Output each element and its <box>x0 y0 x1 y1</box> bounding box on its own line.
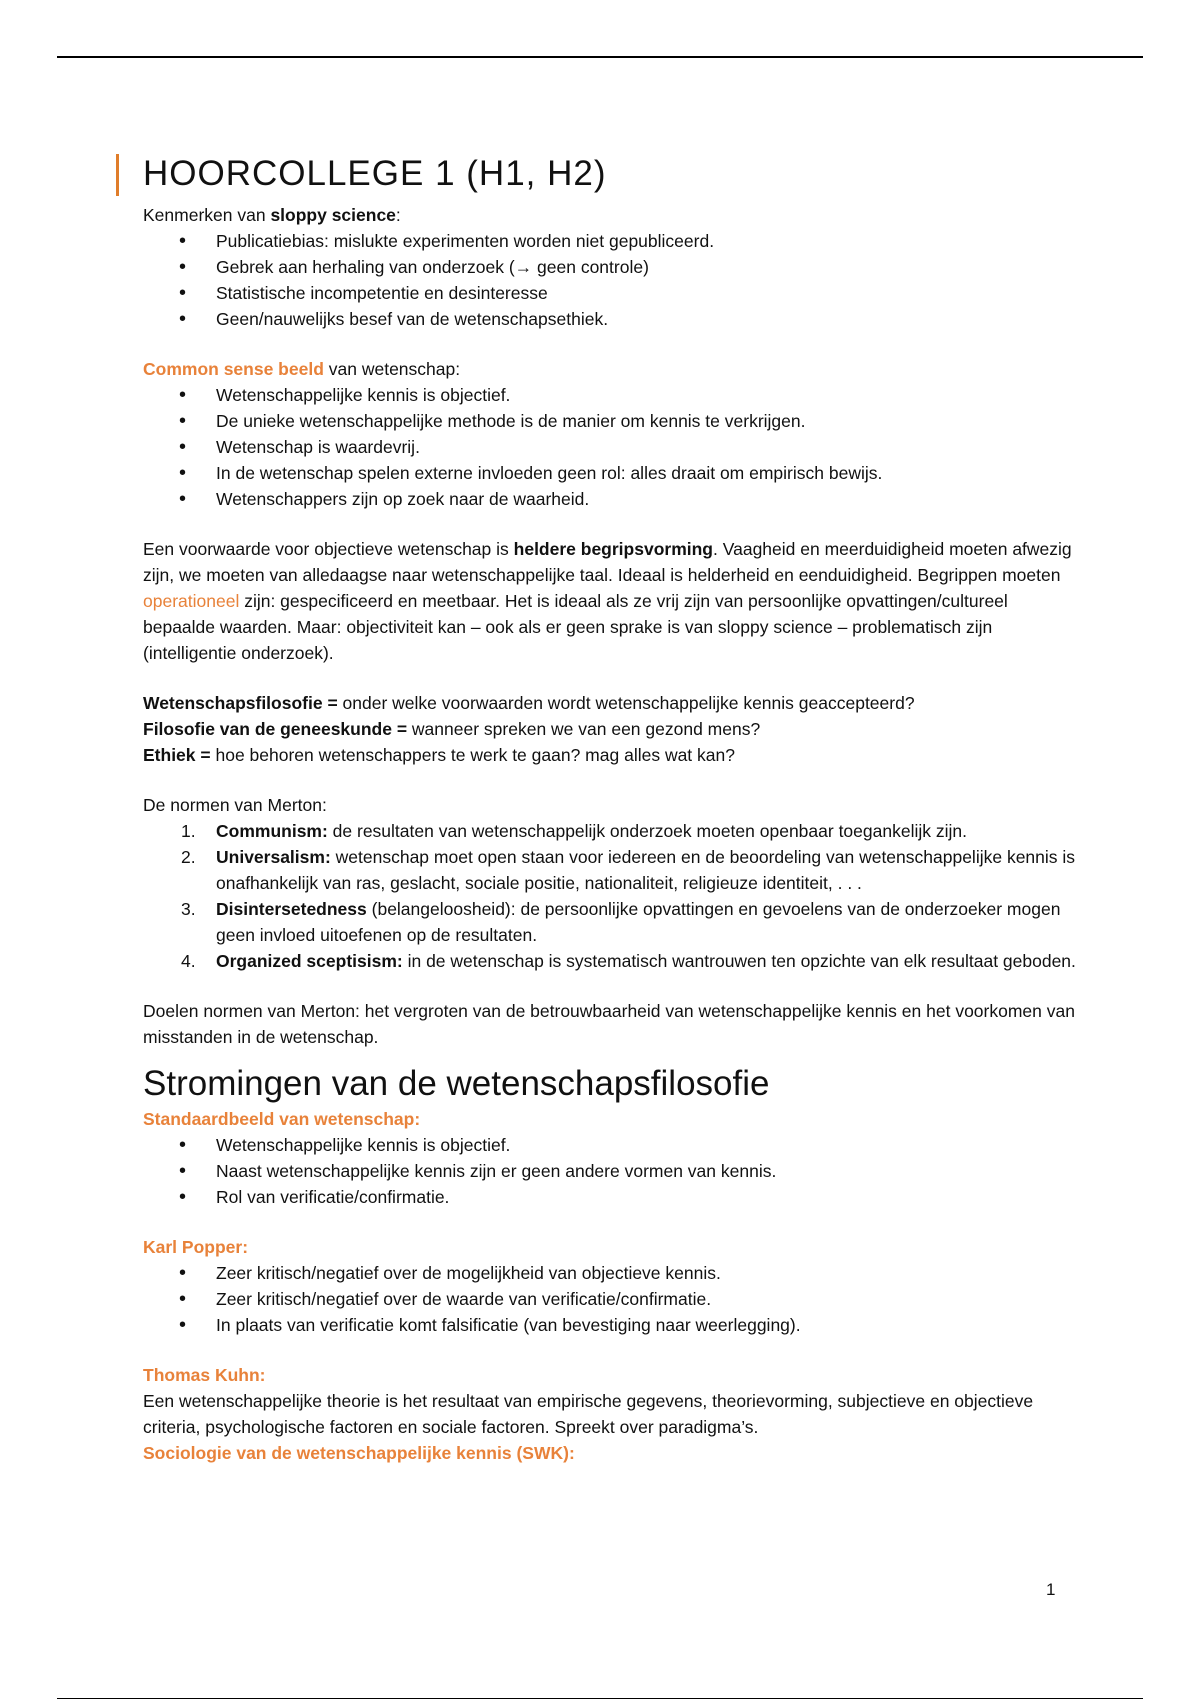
sloppy-list <box>143 228 1078 332</box>
page-title-block <box>143 152 1078 196</box>
list-item: 4. Organized sceptisism: in de wetenschap is systematisch wantrouwen ten opzichte van elk resultaat geboden. <box>181 951 1076 971</box>
definition-line: Wetenschapsfilosofie = onder welke voorwaarden wordt wetenschappelijke kennis geaccepteerd? <box>143 693 915 713</box>
voorwaarde-paragraph: Een voorwaarde voor objectieve wetenschap is heldere begripsvorming. Vaagheid en meerduidigheid moeten afwezig zijn, we moeten van alledaagse naar wetenschappelijke taal. Ideaal is helderheid en eenduidigheid. Begrippen moeten operationeel zijn: gespecificeerd en meetbaar. Het is ideaal als ze vrij zijn van persoonlijke opvattingen/cultureel bepaalde waarden. Maar: objectiviteit kan – ook als er geen sprake is van sloppy science – problematisch zijn (intelligentie onderzoek). <box>143 539 1072 663</box>
definition-line: Filosofie van de geneeskunde = wanneer spreken we van een gezond mens? <box>143 719 761 739</box>
standaardbeeld-list <box>143 1132 1078 1210</box>
list-item: 1. Communism: de resultaten van wetenschappelijk onderzoek moeten openbaar toegankelijk zijn. <box>181 821 967 841</box>
popper-list <box>143 1260 1078 1338</box>
list-item: • Wetenschap is waardevrij. <box>143 434 1078 460</box>
popper-label: Karl Popper: <box>143 1237 249 1257</box>
list-item: • Publicatiebias: mislukte experimenten worden niet gepubliceerd. <box>143 228 1078 254</box>
list-item: • Wetenschappers zijn op zoek naar de waarheid. <box>143 486 1078 512</box>
common-sense-intro: Common sense beeld van wetenschap: <box>143 359 461 379</box>
list-item: • In de wetenschap spelen externe invloeden geen rol: alles draait om empirisch bewijs. <box>143 460 1078 486</box>
bottom-rule <box>57 1698 1143 1699</box>
kuhn-label: Thomas Kuhn: <box>143 1365 266 1385</box>
list-item: • De unieke wetenschappelijke methode is de manier om kennis te verkrijgen. <box>143 408 1078 434</box>
kuhn-paragraph: Een wetenschappelijke theorie is het resultaat van empirische gegevens, theorievorming, subjectieve en objectieve criteria, psychologische factoren en sociale factoren. Spreekt over paradigma’s. <box>143 1391 1034 1437</box>
heading-accent-bar <box>116 154 119 196</box>
definition-line: Ethiek = hoe behoren wetenschappers te werk te gaan? mag alles wat kan? <box>143 745 735 765</box>
standaardbeeld-label: Standaardbeeld van wetenschap: <box>143 1109 421 1129</box>
document-body <box>143 148 1078 1466</box>
page-number: 1 <box>1046 1580 1056 1599</box>
page-title: HOORCOLLEGE 1 (H1, H2) <box>143 154 607 193</box>
list-item: • Wetenschappelijke kennis is objectief. <box>143 382 1078 408</box>
list-item: • Zeer kritisch/negatief over de mogelijkheid van objectieve kennis. <box>143 1260 1078 1286</box>
list-item: • Rol van verificatie/confirmatie. <box>143 1184 1078 1210</box>
list-item: • Geen/nauwelijks besef van de wetenschapsethiek. <box>143 306 1078 332</box>
swk-label: Sociologie van de wetenschappelijke kennis (SWK): <box>143 1443 575 1463</box>
section-heading: Stromingen van de wetenschapsfilosofie <box>143 1064 770 1103</box>
list-item: • Gebrek aan herhaling van onderzoek (→ geen controle) <box>143 254 1078 280</box>
common-sense-list <box>143 382 1078 512</box>
list-item: • Wetenschappelijke kennis is objectief. <box>143 1132 1078 1158</box>
list-item: • Naast wetenschappelijke kennis zijn er geen andere vormen van kennis. <box>143 1158 1078 1184</box>
list-item: • In plaats van verificatie komt falsificatie (van bevestiging naar weerlegging). <box>143 1312 1078 1338</box>
merton-intro: De normen van Merton: <box>143 795 327 815</box>
list-item: • Statistische incompetentie en desinteresse <box>143 280 1078 306</box>
sloppy-intro: Kenmerken van sloppy science: <box>143 205 401 225</box>
list-item: 3. Disintersetedness (belangeloosheid): de persoonlijke opvattingen en gevoelens van de onderzoeker mogen geen invloed uitoefenen op de resultaten. <box>181 899 1061 945</box>
merton-list <box>143 818 1078 974</box>
merton-goals: Doelen normen van Merton: het vergroten van de betrouwbaarheid van wetenschappelijke kennis en het voorkomen van misstanden in de wetenschap. <box>143 1001 1075 1047</box>
top-rule <box>57 56 1143 58</box>
list-item: • Zeer kritisch/negatief over de waarde van verificatie/confirmatie. <box>143 1286 1078 1312</box>
list-item: 2. Universalism: wetenschap moet open staan voor iedereen en de beoordeling van wetenschappelijke kennis is onafhankelijk van ras, geslacht, sociale positie, nationaliteit, religieuze identiteit, . . . <box>181 847 1076 893</box>
